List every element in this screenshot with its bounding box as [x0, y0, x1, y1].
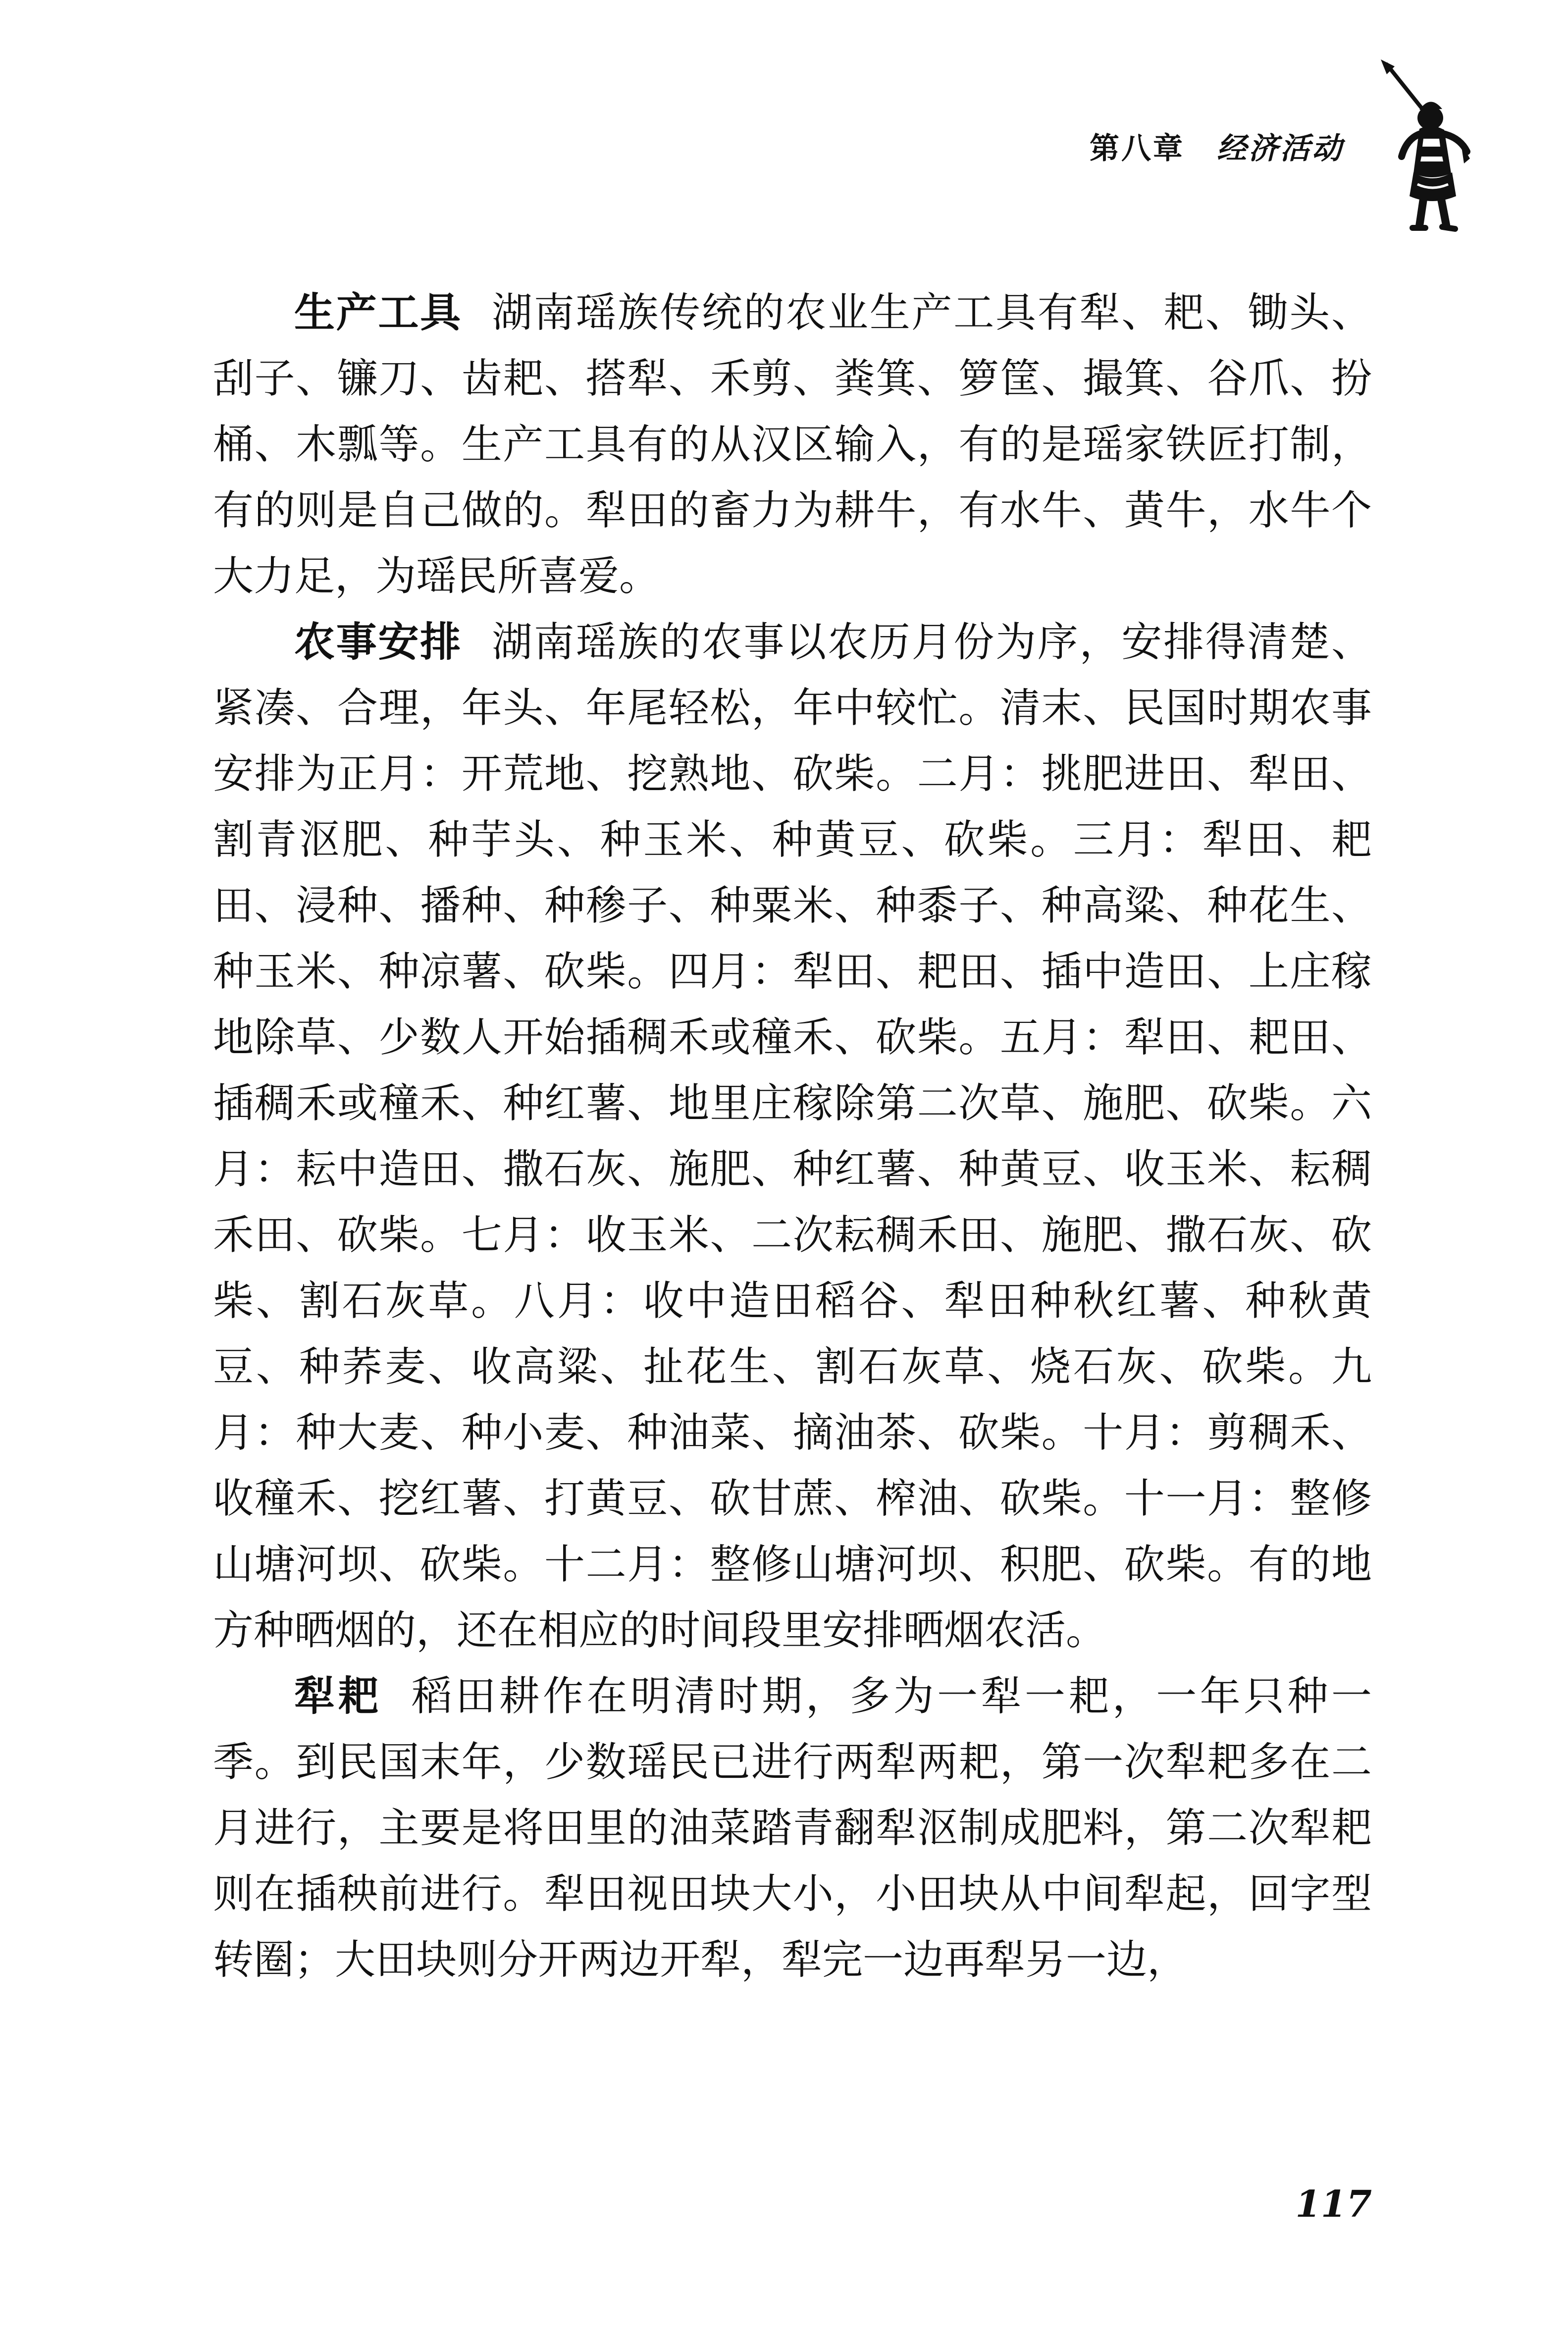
chapter-title: 经济活动: [1216, 131, 1344, 166]
paragraph-text: 稻田耕作在明清时期，多为一犁一耙，一年只种一季。到民国末年，少数瑶民已进行两犁两耙，第一次犁耙多在二月进行，主要是将田里的油菜踏青翻犁沤制成肥料，第二次犁耙则在插秧前进行。犁田视田块大小，小田块从中间犁起，回字型转圈；大田块则分开两边开犁，犁完一边再犁另一边，: [213, 1673, 1372, 1983]
paragraph-heading: 犁耙: [294, 1673, 382, 1720]
chapter-number: 第八章: [1090, 131, 1185, 166]
paragraph-plowing-harrowing: [213, 1663, 1372, 1993]
yao-dancer-figure-icon: [1372, 59, 1471, 238]
body-text: [213, 280, 1372, 1993]
paragraph-heading: 生产工具: [294, 289, 462, 336]
paragraph-production-tools: [213, 280, 1372, 609]
paragraph-text: 湖南瑶族的农事以农历月份为序，安排得清楚、紧凑、合理，年头、年尾轻松，年中较忙。清末、民国时期农事安排为正月：开荒地、挖熟地、砍柴。二月：挑肥进田、犁田、割青沤肥、种芋头、种玉米、种黄豆、砍柴。三月：犁田、耙田、浸种、播种、种䅟子、种粟米、种黍子、种高粱、种花生、种玉米、种凉薯、砍柴。四月：犁田、耙田、插中造田、上庄稼地除草、少数人开始插稠禾或穜禾、砍柴。五月：犁田、耙田、插稠禾或穜禾、种红薯、地里庄稼除第二次草、施肥、砍柴。六月：耘中造田、撒石灰、施肥、种红薯、种黄豆、收玉米、耘稠禾田、砍柴。七月：收玉米、二次耘稠禾田、施肥、撒石灰、砍柴、割石灰草。八月：收中造田稻谷、犁田种秋红薯、种秋黄豆、种荞麦、收高粱、扯花生、割石灰草、烧石灰、砍柴。九月：种大麦、种小麦、种油菜、摘油茶、砍柴。十月：剪稠禾、收穜禾、挖红薯、打黄豆、砍甘蔗、榨油、砍柴。十一月：整修山塘河坝、砍柴。十二月：整修山塘河坝、积肥、砍柴。有的地方种晒烟的，还在相应的时间段里安排晒烟农活。: [213, 619, 1372, 1654]
paragraph-heading: 农事安排: [294, 619, 462, 666]
paragraph-text: 湖南瑶族传统的农业生产工具有犁、耙、锄头、刮子、镰刀、齿耙、搭犁、禾剪、粪箕、箩筐、撮箕、谷爪、扮桶、木瓢等。生产工具有的从汉区输入，有的是瑶家铁匠打制，有的则是自己做的。犁田的畜力为耕牛，有水牛、黄牛，水牛个大力足，为瑶民所喜爱。: [213, 289, 1372, 600]
page-number: 117: [1295, 2183, 1372, 2226]
paragraph-farming-schedule: [213, 609, 1372, 1663]
running-header: [1090, 119, 1367, 178]
